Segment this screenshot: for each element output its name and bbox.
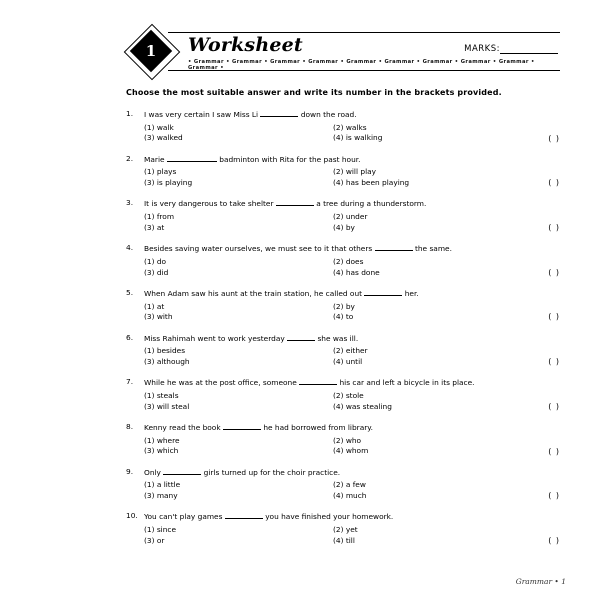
option[interactable]: (2) does [333, 256, 364, 266]
question-body [144, 243, 560, 278]
question-item [126, 198, 560, 233]
worksheet-number-badge [126, 26, 178, 78]
options-grid [144, 436, 522, 457]
option[interactable]: (2) will play [333, 167, 377, 177]
answer-blank [163, 467, 201, 475]
option[interactable]: (3) walked [144, 133, 183, 143]
answer-blank [375, 243, 413, 251]
question-body [144, 333, 560, 368]
option[interactable]: (2) under [333, 212, 368, 222]
stem-after: he had borrowed from library. [263, 422, 373, 432]
option[interactable]: (1) where [144, 435, 180, 445]
question-item [126, 511, 560, 546]
question-item [126, 422, 560, 457]
page-footer: Grammar • 1 [515, 577, 566, 586]
answer-blank [364, 288, 402, 296]
stem-after: she was ill. [317, 333, 359, 343]
question-stem [144, 198, 522, 210]
option[interactable]: (3) although [144, 356, 190, 366]
worksheet-header [126, 26, 560, 78]
stem-after: a tree during a thunderstorm. [316, 199, 427, 209]
option[interactable]: (4) has been playing [333, 178, 410, 188]
answer-blank [276, 198, 314, 206]
question-item [126, 154, 560, 189]
option[interactable]: (1) plays [144, 167, 177, 177]
stem-before: It is very dangerous to take shelter [144, 199, 274, 209]
question-item [126, 288, 560, 323]
option[interactable]: (4) has done [333, 267, 380, 277]
question-stem [144, 333, 522, 345]
question-stem [144, 109, 522, 121]
stem-before: Kenny read the book [144, 422, 221, 432]
marks-blank-line [500, 44, 558, 54]
answer-blank [287, 333, 315, 341]
question-number: 4. [126, 243, 134, 253]
question-body [144, 154, 560, 189]
answer-brackets[interactable]: ( ) [548, 178, 560, 188]
stem-after: you have finished your homework. [265, 512, 394, 522]
option[interactable]: (2) a few [333, 480, 366, 490]
stem-after: girls turned up for the choir practice. [203, 467, 341, 477]
answer-blank [260, 109, 298, 117]
option[interactable]: (3) or [144, 535, 165, 545]
option[interactable]: (3) is playing [144, 178, 193, 188]
question-number: 2. [126, 153, 134, 163]
answer-brackets[interactable]: ( ) [548, 491, 560, 501]
question-item [126, 333, 560, 368]
answer-brackets[interactable]: ( ) [548, 446, 560, 456]
stem-after: down the road. [300, 110, 357, 119]
worksheet-number: 1 [145, 42, 157, 60]
answer-blank [167, 154, 217, 162]
option[interactable]: (3) at [144, 222, 165, 232]
instruction-text: Choose the most suitable answer and write its number in the brackets provided. [126, 88, 502, 97]
question-stem [144, 377, 522, 389]
question-body [144, 422, 560, 457]
answer-blank [223, 422, 261, 430]
option[interactable]: (2) either [333, 346, 368, 356]
stem-after: her. [404, 288, 419, 298]
option[interactable]: (2) by [333, 301, 355, 311]
question-stem [144, 288, 522, 300]
question-stem [144, 154, 522, 166]
option[interactable]: (4) to [333, 312, 354, 322]
question-number: 6. [126, 332, 134, 342]
stem-before: Marie [144, 154, 165, 164]
answer-blank [299, 377, 337, 385]
question-number: 7. [126, 377, 134, 387]
stem-before: Only [144, 467, 161, 477]
answer-brackets[interactable]: ( ) [548, 133, 560, 143]
question-number: 8. [126, 421, 134, 431]
question-body [144, 467, 560, 502]
option[interactable]: (3) will steal [144, 401, 190, 411]
question-body [144, 511, 560, 546]
question-body [144, 109, 560, 144]
option[interactable]: (4) until [333, 356, 363, 366]
options-grid [144, 257, 522, 278]
options-grid [144, 123, 522, 144]
question-stem [144, 243, 522, 255]
option[interactable]: (4) whom [333, 446, 369, 456]
option[interactable]: (1) besides [144, 346, 186, 356]
option[interactable]: (2) stole [333, 390, 364, 400]
question-number: 9. [126, 466, 134, 476]
answer-brackets[interactable]: ( ) [548, 312, 560, 322]
question-body [144, 198, 560, 233]
stem-after: badminton with Rita for the past hour. [219, 154, 361, 164]
options-grid [144, 302, 522, 323]
option[interactable]: (3) did [144, 267, 169, 277]
stem-before: You can't play games [144, 512, 223, 522]
option[interactable]: (4) was stealing [333, 401, 392, 411]
question-body [144, 377, 560, 412]
option[interactable]: (1) a little [144, 480, 181, 490]
option[interactable]: (2) yet [333, 525, 358, 535]
header-rule-top [168, 32, 560, 33]
options-grid [144, 391, 522, 412]
stem-before: I was very certain I saw Miss Li [144, 110, 259, 119]
question-item [126, 243, 560, 278]
options-grid [144, 167, 522, 188]
stem-before: Besides saving water ourselves, we must see to it that others [144, 244, 373, 254]
question-number: 3. [126, 198, 134, 208]
option[interactable]: (4) is walking [333, 133, 383, 143]
stem-after: the same. [414, 244, 452, 254]
answer-brackets[interactable]: ( ) [548, 267, 560, 277]
question-stem [144, 422, 522, 434]
grammar-strip: • Grammar • Grammar • Grammar • Grammar • Grammar • Grammar • Grammar • Grammar • Grammar • Grammar • [188, 59, 535, 71]
option[interactable]: (2) who [333, 435, 362, 445]
answer-brackets[interactable]: ( ) [548, 223, 560, 233]
marks-label: MARKS: [464, 44, 500, 54]
stem-after: his car and left a bicycle in its place. [339, 378, 475, 388]
questions-list [126, 109, 560, 547]
option[interactable]: (3) with [144, 312, 173, 322]
option[interactable]: (1) walk [144, 122, 174, 132]
stem-before: Miss Rahimah went to work yesterday [144, 333, 285, 343]
question-stem [144, 511, 522, 523]
option[interactable]: (4) by [333, 222, 355, 232]
option[interactable]: (1) do [144, 256, 167, 266]
question-number: 1. [126, 109, 134, 118]
option[interactable]: (4) much [333, 491, 367, 501]
answer-brackets[interactable]: ( ) [548, 401, 560, 411]
options-grid [144, 346, 522, 367]
answer-brackets[interactable]: ( ) [548, 357, 560, 367]
question-number: 5. [126, 287, 134, 297]
options-grid [144, 212, 522, 233]
page-title: Worksheet [188, 34, 303, 56]
question-item [126, 377, 560, 412]
option[interactable]: (1) steals [144, 390, 179, 400]
options-grid [144, 525, 522, 546]
answer-brackets[interactable]: ( ) [548, 535, 560, 545]
option[interactable]: (1) at [144, 301, 165, 311]
question-item [126, 467, 560, 502]
answer-blank [225, 511, 263, 519]
option[interactable]: (4) till [333, 535, 355, 545]
stem-before: While he was at the post office, someone [144, 378, 297, 388]
option[interactable]: (1) since [144, 525, 177, 535]
marks-field [464, 44, 558, 54]
question-item [126, 109, 560, 144]
question-number: 10. [126, 511, 138, 521]
option[interactable]: (1) from [144, 212, 175, 222]
question-body [144, 288, 560, 323]
question-stem [144, 467, 522, 479]
options-grid [144, 480, 522, 501]
stem-before: When Adam saw his aunt at the train station, he called out [144, 288, 363, 298]
option[interactable]: (3) which [144, 446, 179, 456]
option[interactable]: (2) walks [333, 122, 367, 132]
option[interactable]: (3) many [144, 491, 178, 501]
